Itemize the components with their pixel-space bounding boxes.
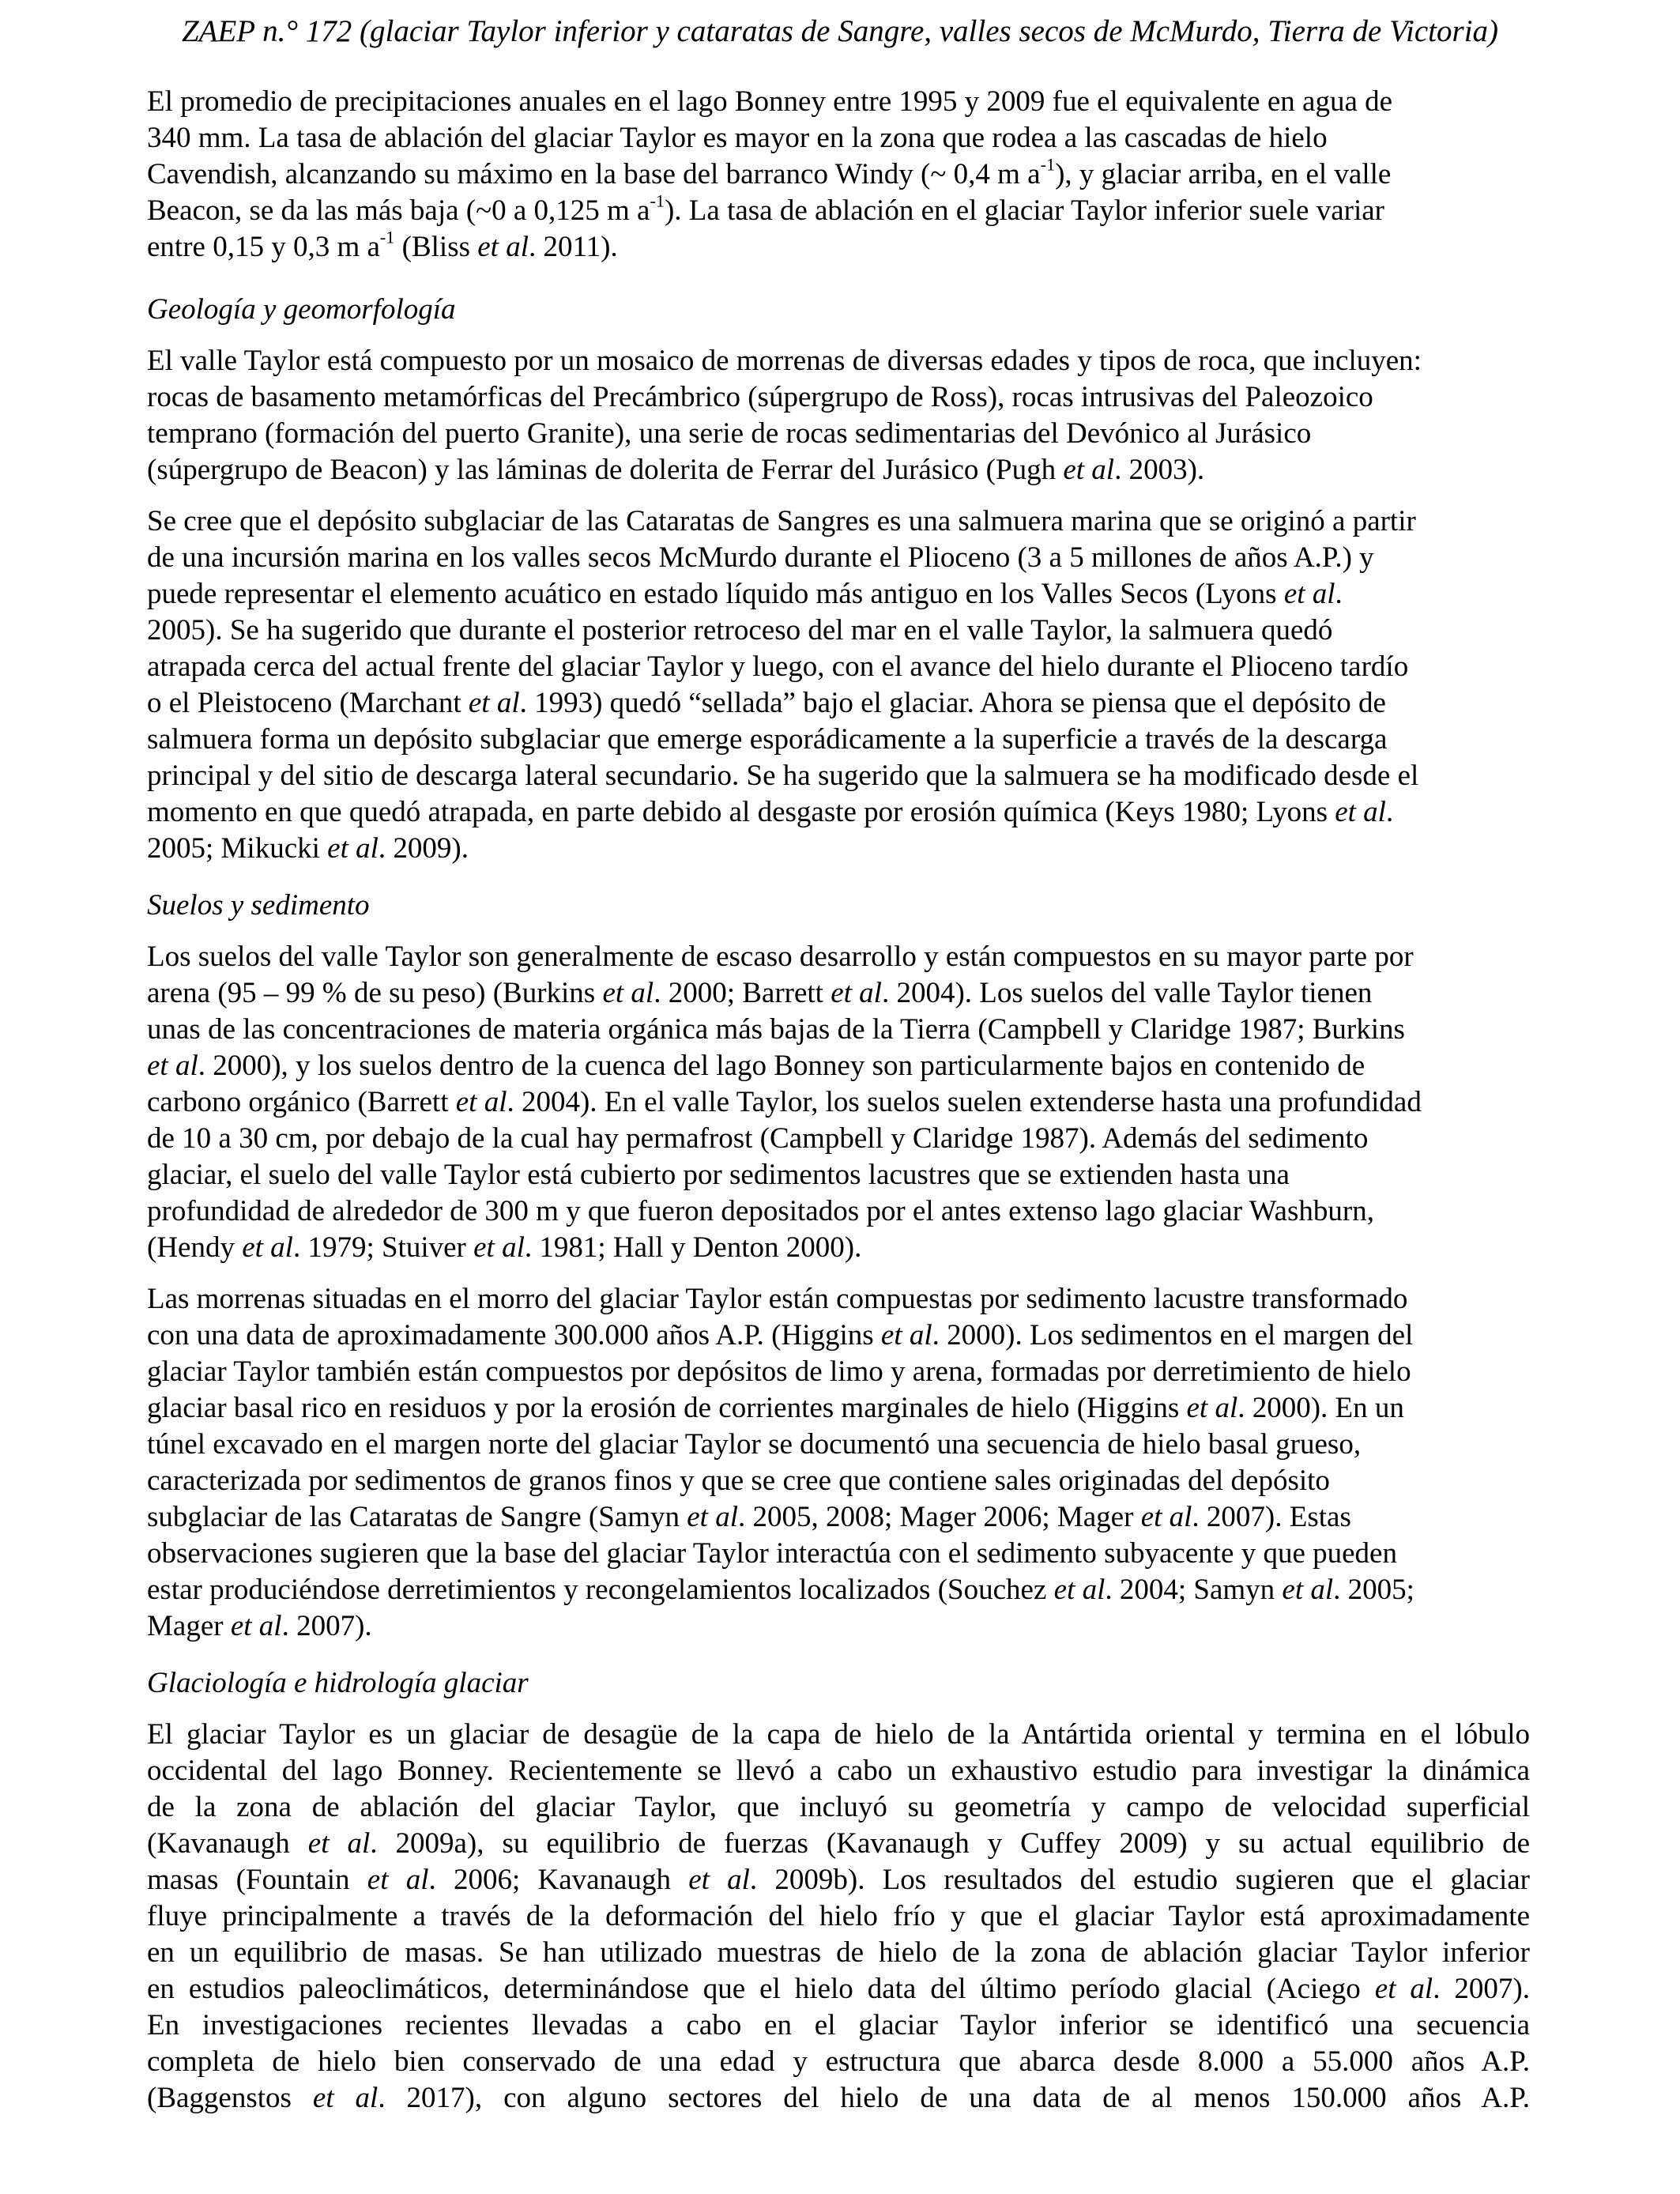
- text-line: atrapada cerca del actual frente del glaciar Taylor y luego, con el avance del hielo durante el Plioceno tardío: [147, 650, 1409, 683]
- text-line: en estudios paleoclimáticos, determinándose que el hielo data del último período glacial (Aciego et al. 2007).: [147, 1973, 1531, 2005]
- paragraph-glaciology: [147, 1717, 1530, 2117]
- text-line: o el Pleistoceno (Marchant et al. 1993) quedó “sellada” bajo el glaciar. Ahora se piensa que el depósito de: [147, 687, 1386, 719]
- paragraph-brine-deposit: [147, 503, 1530, 867]
- text-line: salmuera forma un depósito subglaciar que emerge esporádicamente a la superficie a través de la descarga: [147, 723, 1388, 756]
- text-line: subglaciar de las Cataratas de Sangre (Samyn et al. 2005, 2008; Mager 2006; Mager et al. 2007). Estas: [147, 1501, 1351, 1533]
- text-line: glaciar basal rico en residuos y por la erosión de corrientes marginales de hielo (Higgins et al. 2000). En un: [147, 1392, 1404, 1424]
- text-line: rocas de basamento metamórficas del Precámbrico (súpergrupo de Ross), rocas intrusivas del Paleozoico: [147, 381, 1373, 413]
- text-line: de 10 a 30 cm, por debajo de la cual hay permafrost (Campbell y Claridge 1987). Además del sedimento: [147, 1122, 1369, 1155]
- document-body: [147, 84, 1530, 2132]
- paragraph-precipitation: [147, 84, 1530, 266]
- text-line: glaciar, el suelo del valle Taylor está cubierto por sedimentos lacustres que se extienden hasta una: [147, 1159, 1290, 1191]
- text-line: de la zona de ablación del glaciar Taylor, que incluyó su geometría y campo de velocidad superficial: [147, 1791, 1530, 1823]
- text-line: El glaciar Taylor es un glaciar de desagüe de la capa de hielo de la Antártida oriental y termina en el lóbulo: [147, 1718, 1530, 1751]
- text-line: glaciar Taylor también están compuestos por depósitos de limo y arena, formadas por derretimiento de hielo: [147, 1355, 1411, 1388]
- section-heading-geology: Geología y geomorfología: [147, 293, 456, 326]
- page-header: ZAEP n.° 172 (glaciar Taylor inferior y cataratas de Sangre, valles secos de McMurdo, Tierra de Victoria): [181, 14, 1499, 48]
- text-line: Mager et al. 2007).: [147, 1610, 372, 1642]
- text-line: Se cree que el depósito subglaciar de las Cataratas de Sangres es una salmuera marina que se originó a partir: [147, 505, 1416, 537]
- text-line: et al. 2000), y los suelos dentro de la cuenca del lago Bonney son particularmente bajos en contenido de: [147, 1050, 1365, 1082]
- text-line: El promedio de precipitaciones anuales en el lago Bonney entre 1995 y 2009 fue el equivalente en agua de: [147, 85, 1393, 118]
- text-line: en un equilibrio de masas. Se han utilizado muestras de hielo de la zona de ablación glaciar Taylor inferior: [147, 1936, 1530, 1969]
- text-line: 2005). Se ha sugerido que durante el posterior retroceso del mar en el valle Taylor, la salmuera quedó: [147, 614, 1333, 647]
- superscript: -1: [1040, 154, 1056, 175]
- text-line: entre 0,15 y 0,3 m $a^{-1}$ (Bliss et al. 2011).: [147, 227, 618, 263]
- text-line: (Baggenstos et al. 2017), con alguno sectores del hielo de una data de al menos 150.000 años A.P.: [147, 2082, 1530, 2114]
- text-line: En investigaciones recientes llevadas a cabo en el glaciar Taylor inferior se identificó una secuencia: [147, 2009, 1530, 2041]
- text-line: con una data de aproximadamente 300.000 años A.P. (Higgins et al. 2000). Los sedimentos en el margen del: [147, 1319, 1414, 1351]
- text-line: momento en que quedó atrapada, en parte debido al desgaste por erosión química (Keys 1980; Lyons et al.: [147, 796, 1394, 828]
- superscript: -1: [379, 227, 395, 247]
- superscript: -1: [650, 190, 665, 211]
- text-line: occidental del lago Bonney. Recientemente se llevó a cabo un exhaustivo estudio para investigar la dinámica: [147, 1755, 1530, 1787]
- paragraph-moraines: [147, 1281, 1530, 1645]
- text-line: caracterizada por sedimentos de granos finos y que se cree que contiene sales originadas del depósito: [147, 1465, 1330, 1497]
- text-line: carbono orgánico (Barrett et al. 2004). En el valle Taylor, los suelos suelen extenderse hasta una profundidad: [147, 1086, 1422, 1118]
- text-line: temprano (formación del puerto Granite), una serie de rocas sedimentarias del Devónico al Jurásico: [147, 417, 1312, 450]
- text-line: Beacon, se da las más baja (~0 a 0,125 m $a^{-1}$). La tasa de ablación en el glaciar Taylor inferior suele variar: [147, 190, 1384, 227]
- text-line: fluye principalmente a través de la deformación del hielo frío y que el glaciar Taylor está aproximadamente: [147, 1900, 1530, 1932]
- text-line: 2005; Mikucki et al. 2009).: [147, 832, 469, 865]
- text-line: arena (95 – 99 % de su peso) (Burkins et al. 2000; Barrett et al. 2004). Los suelos del valle Taylor tienen: [147, 977, 1373, 1009]
- text-line: de una incursión marina en los valles secos McMurdo durante el Plioceno (3 a 5 millones de años A.P.) y: [147, 541, 1374, 574]
- text-line: 340 mm. La tasa de ablación del glaciar Taylor es mayor en la zona que rodea a las cascadas de hielo: [147, 122, 1328, 154]
- text-line: profundidad de alrededor de 300 m y que fueron depositados por el antes extenso lago glaciar Washburn,: [147, 1195, 1374, 1227]
- text-line: puede representar el elemento acuático en estado líquido más antiguo en los Valles Secos (Lyons et al.: [147, 578, 1343, 610]
- text-line: completa de hielo bien conservado de una edad y estructura que abarca desde 8.000 a 55.000 años A.P.: [147, 2045, 1530, 2078]
- text-line: túnel excavado en el margen norte del glaciar Taylor se documentó una secuencia de hielo basal grueso,: [147, 1428, 1362, 1461]
- text-line: Los suelos del valle Taylor son generalmente de escaso desarrollo y están compuestos en su mayor parte por: [147, 941, 1414, 973]
- text-line: observaciones sugieren que la base del glaciar Taylor interactúa con el sedimento subyacente y que pueden: [147, 1537, 1397, 1570]
- text-line: masas (Fountain et al. 2006; Kavanaugh et al. 2009b). Los resultados del estudio sugieren que el glaciar: [147, 1864, 1530, 1896]
- section-heading-glaciology: Glaciología e hidrología glaciar: [147, 1667, 529, 1699]
- section-heading-soils: Suelos y sedimento: [147, 889, 370, 922]
- text-line: El valle Taylor está compuesto por un mosaico de morrenas de diversas edades y tipos de roca, que incluyen:: [147, 345, 1422, 377]
- text-line: (Hendy et al. 1979; Stuiver et al. 1981; Hall y Denton 2000).: [147, 1231, 862, 1264]
- text-line: (súpergrupo de Beacon) y las láminas de dolerita de Ferrar del Jurásico (Pugh et al. 2003).: [147, 454, 1205, 486]
- text-line: principal y del sitio de descarga lateral secundario. Se ha sugerido que la salmuera se ha modificado desde el: [147, 760, 1419, 792]
- paragraph-soils: [147, 939, 1530, 1266]
- paragraph-geology: [147, 343, 1530, 488]
- text-line: Las morrenas situadas en el morro del glaciar Taylor están compuestas por sedimento lacustre transformado: [147, 1283, 1408, 1315]
- text-line: estar produciéndose derretimientos y recongelamientos localizados (Souchez et al. 2004; Samyn et al. 2005;: [147, 1574, 1414, 1606]
- text-line: unas de las concentraciones de materia orgánica más bajas de la Tierra (Campbell y Claridge 1987; Burkins: [147, 1013, 1405, 1046]
- text-line: (Kavanaugh et al. 2009a), su equilibrio de fuerzas (Kavanaugh y Cuffey 2009) y su actual equilibrio de: [147, 1827, 1530, 1860]
- text-line: Cavendish, alcanzando su máximo en la base del barranco Windy (~ 0,4 m $a^{-1}$), y glaciar arriba, en el valle: [147, 154, 1392, 190]
